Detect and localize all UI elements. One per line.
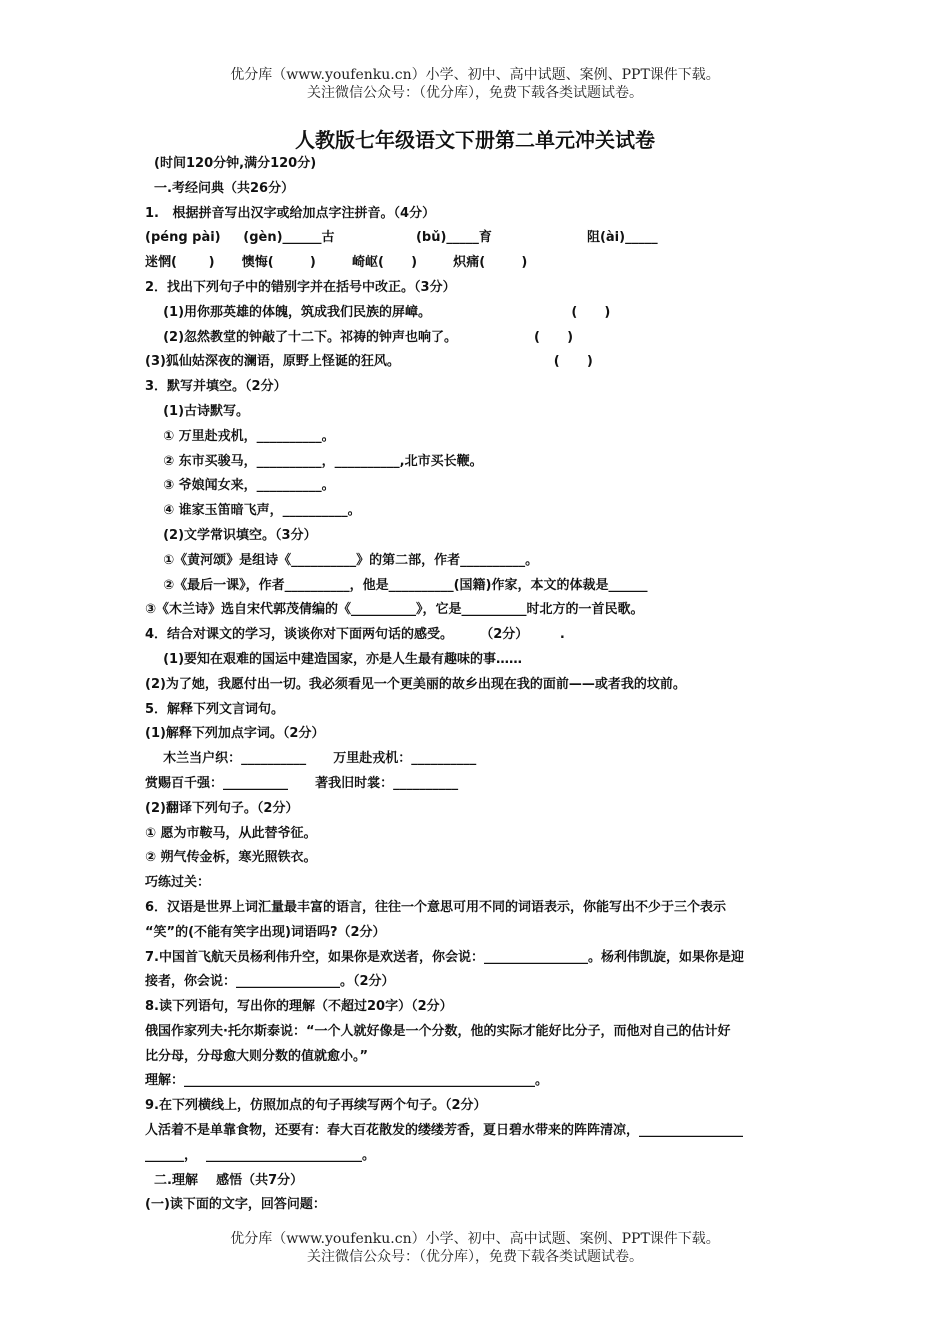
header-line-1: 优分库（www.youfenku.cn）小学、初中、高中试题、案例、PPT课件下载。	[230, 67, 720, 83]
question-line: ②《最后一课》，作者__________，他是__________(国籍)作家，本文的体裁是______	[145, 577, 648, 593]
exam-title: 人教版七年级语文下册第二单元冲关试卷	[295, 128, 655, 152]
question-line: 9.在下列横线上，仿照加点的句子再续写两个句子。（2分）	[145, 1098, 487, 1114]
question-line: (一)读下面的文字，回答问题：	[145, 1197, 326, 1213]
question-line: 3．默写并填空。（2分）	[145, 379, 287, 395]
question-line: (1)用你那英雄的体魄，筑成我们民族的屏嶂。 ( )	[145, 304, 611, 320]
question-line: ______， ________________________。	[145, 1147, 376, 1163]
question-line: (1)要知在艰难的国运中建造国家，亦是人生最有趣味的事……	[145, 651, 523, 667]
section-heading: 一.考经问典（共26分）	[145, 180, 295, 196]
question-line: ② 朔气传金柝，寒光照铁衣。	[145, 850, 317, 866]
exam-body	[145, 152, 810, 1218]
question-line: (2)忽然教堂的钟敲了十二下。祁祷的钟声也响了。 ( )	[145, 329, 574, 345]
question-line: 5．解释下列文言词句。	[145, 701, 285, 717]
question-line: ② 东市买骏马，__________，__________,北市买长鞭。	[145, 453, 483, 469]
question-line: (2)翻译下列句子。（2分）	[145, 800, 299, 816]
page-footer	[0, 1230, 950, 1266]
question-line: 赏赐百千强：__________ 著我旧时裳：__________	[145, 775, 459, 791]
question-line: (2)为了她，我愿付出一切。我必须看见一个更美丽的故乡出现在我的面前——或者我的坟前。	[145, 676, 686, 692]
question-line: (1)解释下列加点字词。（2分）	[145, 726, 325, 742]
question-line: ① 万里赴戎机，__________。	[145, 428, 335, 444]
question-line: 4．结合对课文的学习，谈谈你对下面两句话的感受。 （2分） .	[145, 627, 565, 643]
question-line: (2)文学常识填空。（3分）	[145, 527, 317, 543]
question-line: 7.中国首飞航天员杨利伟升空，如果你是欢送者，你会说：________________。杨利伟凯旋，如果你是迎	[145, 949, 744, 965]
question-line: ③ 爷娘闻女来，__________。	[145, 478, 335, 494]
question-line: 巧练过关：	[145, 875, 211, 891]
section-heading: 二.理解 感悟（共7分）	[145, 1172, 304, 1188]
question-line: ①《黄河颂》是组诗《__________》的第二部，作者__________。	[145, 552, 539, 568]
question-line: 理解：______________________________________________________。	[145, 1073, 549, 1089]
question-line: ④ 谁家玉笛暗飞声，__________。	[145, 503, 361, 519]
header-line-2: 关注微信公众号：（优分库），免费下载各类试题试卷。	[307, 85, 643, 101]
question-line: 迷惘( ) 懊悔( ) 崎岖( ) 炽痛( )	[145, 255, 528, 271]
question-line: 接者，你会说：________________。（2分）	[145, 974, 395, 990]
question-line: 人活着不是单靠食物，还要有：春大百花散发的缕缕芳香，夏日碧水带来的阵阵清凉，________________	[145, 1123, 744, 1139]
question-line: 俄国作家列夫·托尔斯泰说：“一个人就好像是一个分数，他的实际才能好比分子，而他对自己的估计好	[145, 1023, 731, 1039]
question-line: 比分母，分母愈大则分数的值就愈小。”	[145, 1048, 369, 1064]
question-line: (3)狐仙姑深夜的澜语，原野上怪诞的狂风。 ( )	[145, 354, 593, 370]
exam-time-note: (时间120分钟,满分120分)	[145, 156, 317, 171]
question-line: ① 愿为市鞍马，从此替爷征。	[145, 825, 317, 841]
question-line: 6．汉语是世界上词汇量最丰富的语言，往往一个意思可用不同的词语表示，你能写出不少于三个表示	[145, 899, 727, 915]
question-line: ③《木兰诗》选自宋代郭茂倩编的《__________》，它是__________时北方的一首民歌。	[145, 602, 644, 618]
footer-line-1: 优分库（www.youfenku.cn）小学、初中、高中试题、案例、PPT课件下载。	[230, 1231, 720, 1247]
question-line: (1)古诗默写。	[145, 403, 250, 419]
footer-line-2: 关注微信公众号：（优分库），免费下载各类试题试卷。	[307, 1249, 643, 1265]
question-line: “笑”的(不能有笑字出现)词语吗?（2分）	[145, 924, 386, 940]
page-header	[0, 66, 950, 102]
question-line: 2．找出下列句子中的错别字并在括号中改正。（3分）	[145, 279, 456, 295]
question-line: 8.读下列语句，写出你的理解（不超过20字）（2分）	[145, 999, 453, 1015]
question-line: 木兰当户织：__________ 万里赴戎机：__________	[145, 751, 477, 767]
question-line: (péng pài) (gèn)______古 (bǔ)_____育 阻(ài)_____	[145, 230, 658, 246]
question-line: 1. 根据拼音写出汉字或给加点字注拼音。（4分）	[145, 205, 436, 221]
